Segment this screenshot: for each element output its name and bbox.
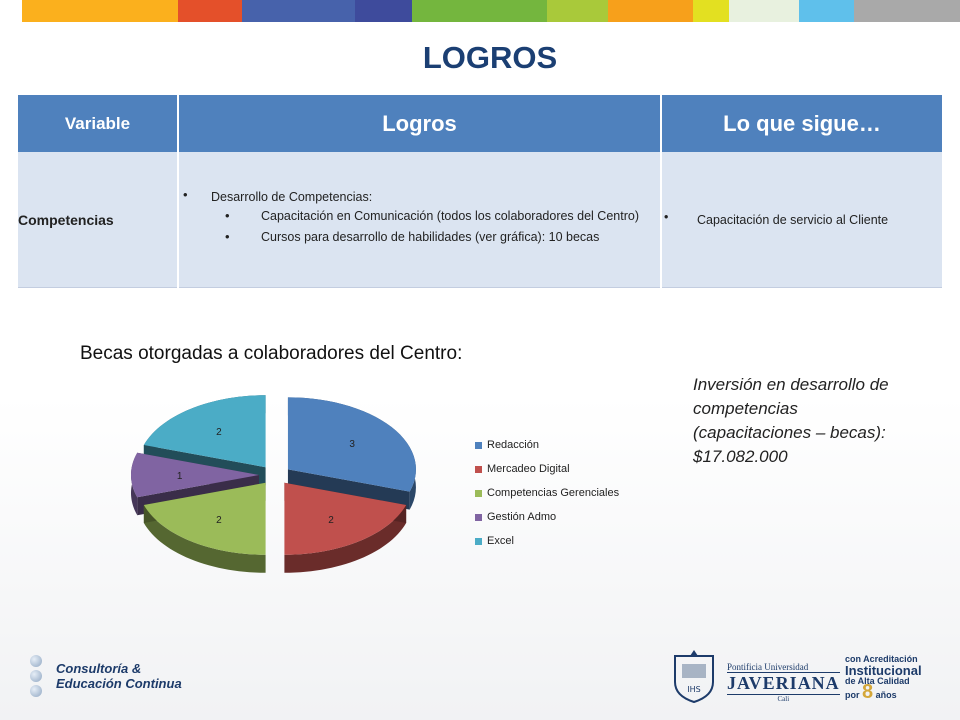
header-variable: Variable — [18, 95, 178, 152]
table-row — [18, 152, 942, 288]
page-title: LOGROS — [422, 40, 558, 75]
legend-label: Redacción — [487, 439, 539, 451]
legend-swatch — [475, 466, 482, 473]
javeriana-logo — [665, 648, 935, 704]
cell-variable: Competencias — [18, 152, 178, 288]
becas-heading: Becas otorgadas a colaboradores del Centro: — [80, 343, 463, 364]
logros-sub-item: • Cursos para desarrollo de habilidades (ver gráfica): 10 becas — [261, 229, 660, 246]
header-next: Lo que sigue… — [661, 95, 942, 152]
color-bar — [0, 0, 960, 22]
chart-legend — [475, 433, 619, 553]
acreditacion-badge — [845, 654, 925, 701]
cell-next — [661, 152, 942, 288]
acred-line3: de Alta Calidad — [845, 676, 910, 686]
legend-label: Gestión Admo — [487, 511, 557, 523]
svg-text:IHS: IHS — [687, 685, 701, 694]
logros-list — [179, 190, 660, 246]
javeriana-seal-icon — [665, 648, 723, 704]
acred-number: 8 — [862, 681, 874, 703]
logros-table — [18, 95, 942, 288]
inversion-text: Inversión en desarrollo de competencias (capacitaciones – becas): $17.082.000 — [693, 375, 889, 466]
legend-label: Mercadeo Digital — [487, 463, 570, 475]
uni-city-text: Cali — [777, 695, 790, 703]
legend-label: Excel — [487, 535, 514, 547]
pie-data-label: 3 — [349, 439, 355, 451]
table-header-row — [18, 95, 942, 152]
next-item: • Capacitación de servicio al Cliente — [662, 213, 942, 227]
pie-data-label: 1 — [176, 471, 183, 482]
footer-line1: Consultoría & — [56, 661, 142, 676]
uni-big-text: JAVERIANA — [727, 673, 840, 693]
logros-main-item: Desarrollo de Competencias: — [211, 189, 373, 204]
legend-item — [475, 529, 619, 553]
logo-dots-icon — [30, 655, 50, 700]
pie-data-label: 2 — [328, 514, 334, 526]
legend-item — [475, 505, 619, 529]
acred-por: por — [845, 690, 860, 700]
legend-swatch — [475, 514, 482, 521]
legend-item — [475, 481, 619, 505]
acred-anos: años — [875, 690, 897, 700]
legend-swatch — [475, 442, 482, 449]
pie-chart — [105, 395, 435, 585]
legend-item — [475, 457, 619, 481]
legend-label: Competencias Gerenciales — [487, 487, 620, 499]
header-logros: Logros — [178, 95, 661, 152]
acred-line1: con Acreditación — [845, 654, 918, 664]
legend-swatch — [475, 490, 482, 497]
legend-swatch — [475, 538, 482, 545]
footer-line2: Educación Continua — [56, 676, 182, 691]
pie-data-label: 2 — [216, 427, 222, 439]
uni-small-text: Pontificia Universidad — [727, 662, 809, 672]
logros-sub-item: • Capacitación en Comunicación (todos los colaboradores del Centro) — [261, 208, 660, 225]
pie-data-label: 2 — [216, 514, 222, 526]
legend-item — [475, 433, 619, 457]
cell-logros — [178, 152, 661, 288]
acred-line2: Institucional — [845, 663, 922, 678]
